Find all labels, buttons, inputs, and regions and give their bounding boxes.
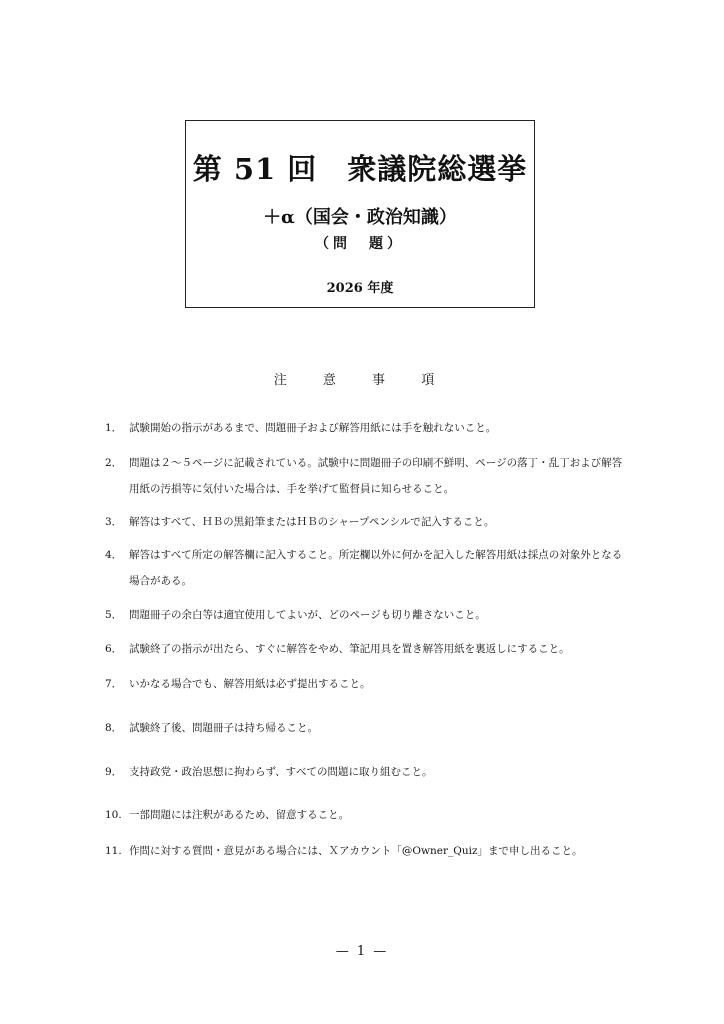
note-item (105, 838, 625, 864)
note-item (105, 671, 625, 697)
questions-label: （問 題） (315, 236, 405, 252)
note-item (105, 509, 625, 535)
note-number: 8． (105, 722, 123, 734)
note-number: 6． (105, 643, 123, 655)
note-number: 4． (105, 549, 123, 561)
note-item (105, 759, 625, 785)
note-number: 10. (105, 809, 122, 821)
note-text: いかなる場合でも、解答用紙は必ず提出すること。 (129, 678, 371, 690)
title-box (185, 120, 535, 308)
note-number: 3． (105, 516, 123, 528)
subtitle: ＋α（国会・政治知識） (263, 207, 457, 228)
note-text: 問題冊子の余白等は適宜使用してよいが、どのページも切り離さないこと。 (129, 609, 486, 621)
note-item (105, 450, 625, 502)
note-item (105, 715, 625, 741)
note-item (105, 415, 625, 441)
note-text: 解答はすべて所定の解答欄に記入すること。所定欄以外に何かを記入した解答用紙は採点の対象外となる場合がある。 (129, 549, 623, 587)
main-title: 第 51 回 衆議院総選挙 (192, 152, 528, 186)
note-text: 試験開始の指示があるまで、問題冊子および解答用紙には手を触れないこと。 (129, 422, 497, 434)
note-text: 作問に対する質問・意見がある場合には、Ｘアカウント「@Owner_Quiz」まで申し出ること。 (129, 845, 583, 857)
notes-heading: 注 意 事 項 (273, 373, 451, 388)
exam-year: 2026 年度 (326, 281, 394, 296)
note-number: 1． (105, 422, 123, 434)
note-item (105, 602, 625, 628)
note-number: 5． (105, 609, 123, 621)
note-text: 一部問題には注釈があるため、留意すること。 (129, 809, 350, 821)
note-text: 解答はすべて、ＨＢの黒鉛筆またはＨＢのシャープペンシルで記入すること。 (129, 516, 495, 528)
note-item (105, 542, 625, 594)
note-text: 問題は２～５ページに記載されている。試験中に問題冊子の印刷不鮮明、ページの落丁・乱丁および解答用紙の汚損等に気付いた場合は、手を挙げて監督員に知らせること。 (129, 457, 623, 495)
note-number: 7． (105, 678, 123, 690)
note-number: 2． (105, 457, 123, 469)
page-number: — 1 — (335, 944, 389, 959)
note-text: 試験終了後、問題冊子は持ち帰ること。 (129, 722, 318, 734)
note-text: 支持政党・政治思想に拘わらず、すべての問題に取り組むこと。 (129, 766, 433, 778)
note-number: 11. (105, 845, 122, 857)
note-item (105, 802, 625, 828)
note-item (105, 636, 625, 662)
note-text: 試験終了の指示が出たら、すぐに解答をやめ、筆記用具を置き解答用紙を裏返しにすること。 (129, 643, 570, 655)
note-number: 9． (105, 766, 123, 778)
